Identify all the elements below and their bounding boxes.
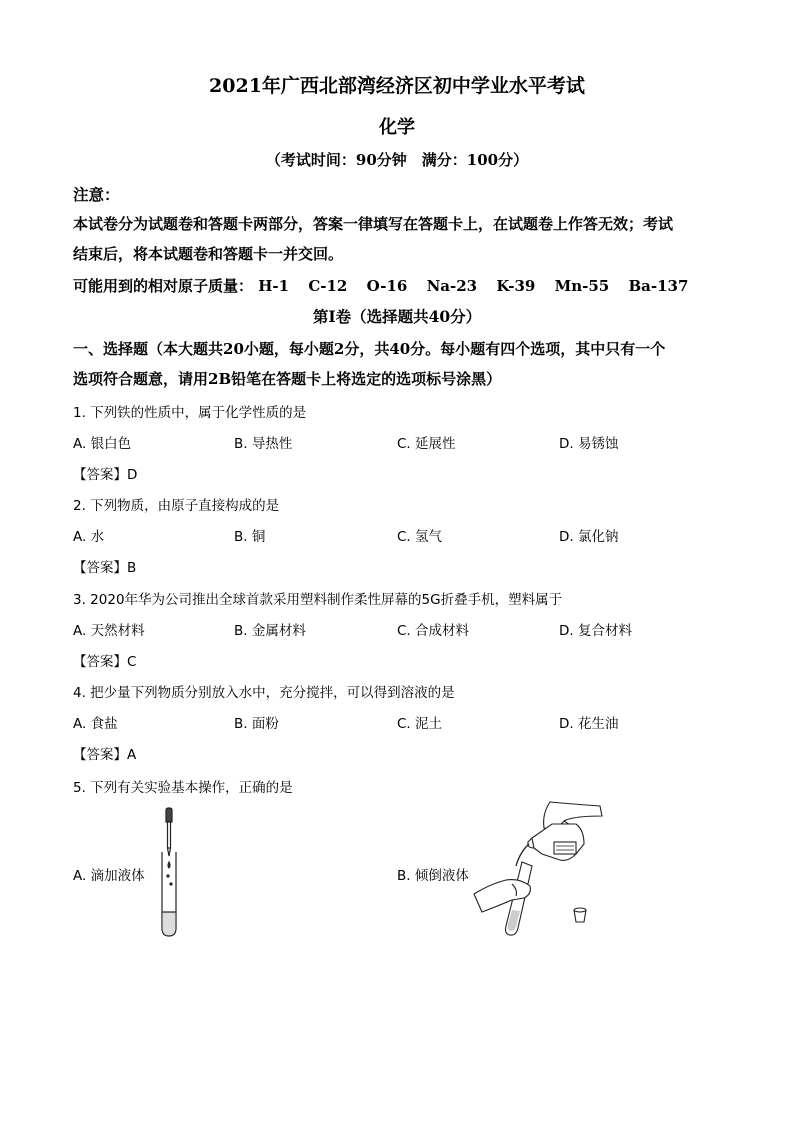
q1-answer-value: D <box>127 467 138 483</box>
q3-option-c: C. 合成材料 <box>397 623 470 639</box>
q3-option-b: B. 金属材料 <box>234 623 306 639</box>
q3-answer-value: C <box>127 654 137 670</box>
question-3-stem: 3. 2020年华为公司推出全球首款采用塑料制作柔性屏幕的5G折叠手机，塑料属于 <box>73 592 563 608</box>
pouring-liquid-illustration <box>472 800 612 940</box>
q5-option-a: A. 滴加液体 <box>73 868 145 884</box>
q1-option-b: B. 导热性 <box>234 436 293 452</box>
q4-option-c: C. 泥土 <box>397 716 443 732</box>
subject-title: 化学 <box>379 117 415 138</box>
answer-label: 【答案】 <box>73 467 127 483</box>
section-line-1: 一、选择题（本大题共20小题，每小题2分，共40分。每小题有四个选项，其中只有一个 <box>73 340 666 358</box>
notice-line-2: 结束后，将本试题卷和答题卡一并交回。 <box>73 245 344 263</box>
mass-mn: Mn-55 <box>554 277 610 295</box>
part-title: 第I卷（选择题共40分） <box>312 307 482 326</box>
atomic-masses-label: 可能用到的相对原子质量： <box>73 277 254 295</box>
q4-option-d: D. 花生油 <box>559 716 619 732</box>
q1-option-d: D. 易锈蚀 <box>559 436 619 452</box>
question-4-stem: 4. 把少量下列物质分别放入水中，充分搅拌，可以得到溶液的是 <box>73 685 455 701</box>
q3-option-d: D. 复合材料 <box>559 623 632 639</box>
mass-h: H-1 <box>258 277 290 295</box>
section-line-2: 选项符合题意，请用2B铅笔在答题卡上将选定的选项标号涂黑） <box>73 370 502 388</box>
q3-option-a: A. 天然材料 <box>73 623 145 639</box>
dropper-test-tube-illustration <box>152 808 188 938</box>
q3-answer <box>73 650 136 670</box>
q4-answer-value: A <box>127 747 137 763</box>
notice-label: 注意： <box>73 185 120 204</box>
q4-option-b: B. 面粉 <box>234 716 279 732</box>
mass-ba: Ba-137 <box>628 277 689 295</box>
question-5-stem: 5. 下列有关实验基本操作，正确的是 <box>73 780 293 796</box>
question-2-stem: 2. 下列物质，由原子直接构成的是 <box>73 498 280 514</box>
question-1-stem: 1. 下列铁的性质中，属于化学性质的是 <box>73 405 307 421</box>
time-info: （考试时间：90分钟 满分：100分） <box>265 151 529 169</box>
atomic-masses <box>73 275 688 296</box>
notice-line-1: 本试卷分为试题卷和答题卡两部分，答案一律填写在答题卡上，在试题卷上作答无效；考试 <box>73 215 674 233</box>
mass-k: K-39 <box>496 277 536 295</box>
q2-option-a: A. 水 <box>73 529 105 545</box>
q2-answer <box>73 556 136 576</box>
mass-na: Na-23 <box>426 277 478 295</box>
answer-label: 【答案】 <box>73 747 127 763</box>
q5-option-b: B. 倾倒液体 <box>397 868 469 884</box>
q2-answer-value: B <box>127 560 137 576</box>
q2-option-c: C. 氢气 <box>397 529 443 545</box>
mass-o: O-16 <box>366 277 408 295</box>
exam-title: 2021年广西北部湾经济区初中学业水平考试 <box>209 75 585 97</box>
q1-answer <box>73 463 137 483</box>
q1-option-a: A. 银白色 <box>73 436 132 452</box>
q2-option-b: B. 铜 <box>234 529 266 545</box>
q2-option-d: D. 氯化钠 <box>559 529 619 545</box>
q4-answer <box>73 743 136 763</box>
q1-option-c: C. 延展性 <box>397 436 456 452</box>
answer-label: 【答案】 <box>73 654 127 670</box>
answer-label: 【答案】 <box>73 560 127 576</box>
q4-option-a: A. 食盐 <box>73 716 118 732</box>
mass-c: C-12 <box>308 277 348 295</box>
